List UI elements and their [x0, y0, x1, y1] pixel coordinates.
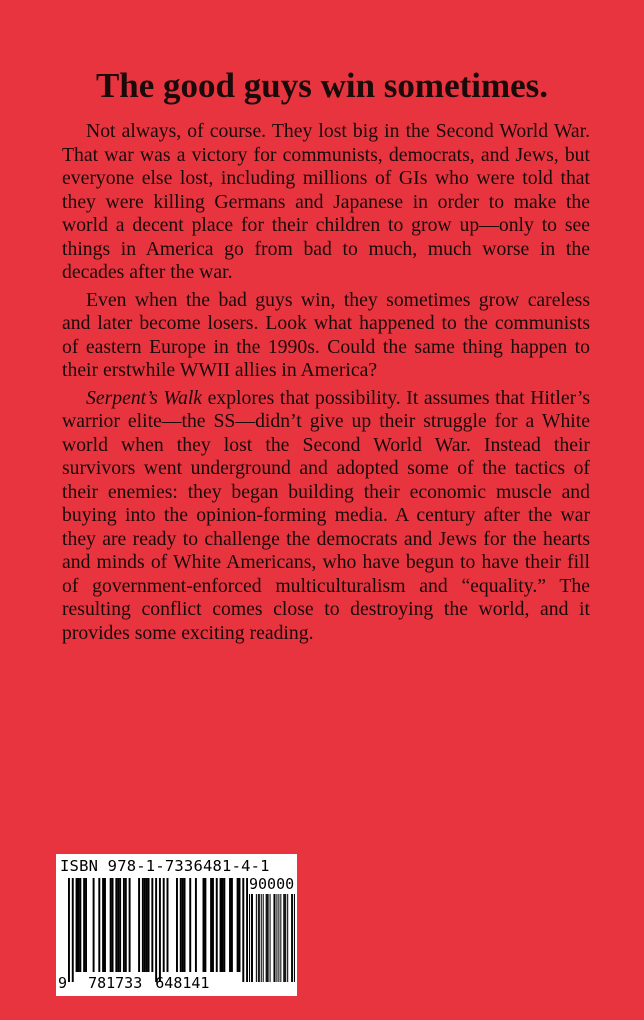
barcode-bar [176, 878, 178, 972]
barcode-bar [83, 878, 85, 972]
addon-bars [249, 894, 295, 982]
addon-bar [287, 894, 288, 982]
barcode-bar [112, 878, 114, 972]
barcode-bar [117, 878, 119, 972]
barcode-bar [68, 878, 70, 982]
barcode-bar [104, 878, 106, 972]
barcode-bar [210, 878, 212, 972]
addon-bar [266, 894, 267, 982]
isbn-number: ISBN 978-1-7336481-4-1 [60, 857, 270, 875]
addon-bar [284, 894, 285, 982]
addon-bar [294, 894, 295, 982]
barcode-bar [115, 878, 117, 972]
barcode-bar [76, 878, 78, 972]
price-code: 90000 [249, 875, 295, 893]
barcode-bar [223, 878, 225, 972]
addon-bar [263, 894, 264, 982]
barcode-bar [189, 878, 191, 972]
barcode-bar [72, 878, 74, 982]
barcode-bar [184, 878, 186, 972]
barcode-bar [204, 878, 206, 972]
barcode-bar [203, 878, 205, 972]
barcode-bar [148, 878, 150, 972]
addon-bar [274, 894, 275, 982]
addon-bar [259, 894, 260, 982]
addon-bar [291, 894, 292, 982]
barcode-bar [182, 878, 184, 972]
barcode-left-digits: 781733 [88, 974, 143, 992]
addon-bar [261, 894, 262, 982]
barcode-bar [239, 878, 241, 972]
barcode-bar [144, 878, 146, 972]
barcode-bar [98, 878, 100, 972]
barcode-bar [220, 878, 222, 972]
barcode-bar [77, 878, 79, 972]
barcode-bar [212, 878, 214, 972]
barcode-bar [138, 878, 140, 972]
addon-bar [268, 894, 269, 982]
barcode-bar [229, 878, 231, 972]
barcode-bar [151, 878, 153, 972]
addon-bar [258, 894, 259, 982]
barcode-bar [159, 878, 161, 982]
addon-bar [283, 894, 284, 982]
blurb-paragraph-2: Even when the bad guys win, they sometimes grow careless and later become losers. Look what happened to the communists of eastern Europe in the 1990s. Could the same thing happen to their erstwhile WWII allies in America? [62, 288, 590, 381]
barcode-bar [195, 878, 197, 972]
barcode-bar [146, 878, 148, 972]
addon-bar [256, 894, 257, 982]
addon-bar [270, 894, 271, 982]
barcode-digits [58, 974, 294, 992]
barcode-bar [142, 878, 144, 972]
barcode-bar [242, 878, 244, 982]
barcode-bar [163, 878, 165, 972]
blurb-paragraph-1: Not always, of course. They lost big in the Second World War. That war was a victory for communists, democrats, and Jews, but everyone else lost, including millions of GIs who were told that they were killing Germans and Japanese in order to make the world a decent place for their children to grow up—only to see things in America go from bad to much, much worse in the decades after the war. [62, 120, 590, 283]
barcode-bar [231, 878, 233, 972]
blurb-paragraph-3-text: explores that possibility. It assumes that Hitler’s warrior elite—the SS—didn’t give up their struggle for a White world when they lost the Second World War. Instead their survivors went underground and adopted some of the tactics of their enemies: they began building their economic muscle and buying into the opinion-forming media. A century after the war they are ready to challenge the democrats and Jews for the hearts and minds of White Americans, who have begun to have their fill of government-enforced multiculturalism and “equality.” The resulting conflict comes close to destroying the world, and it provides some exciting reading. [62, 386, 590, 644]
barcode-bar [180, 878, 182, 972]
addon-bar [276, 894, 277, 982]
addon-bar [292, 894, 293, 982]
addon-bar [280, 894, 281, 982]
barcode-bar [102, 878, 104, 972]
addon-bar [252, 894, 253, 982]
book-title: Serpent’s Walk [86, 386, 203, 409]
barcode-bar [221, 878, 223, 972]
barcode-bar [246, 878, 248, 982]
barcode-right-digits: 648141 [155, 974, 210, 992]
barcode-bar [129, 878, 131, 972]
barcode-bar [110, 878, 112, 972]
isbn-barcode [56, 854, 297, 996]
addon-bar [273, 894, 274, 982]
addon-bar [251, 894, 252, 982]
back-cover-headline: The good guys win sometimes. [95, 66, 549, 105]
ean13-bars [68, 878, 248, 982]
barcode-bar [125, 878, 127, 972]
barcode-bar [155, 878, 157, 982]
barcode-bar [119, 878, 121, 972]
barcode-first-digit: 9 [58, 974, 68, 992]
blurb [62, 120, 590, 649]
blurb-paragraph-3 [62, 387, 590, 646]
barcode-bar [93, 878, 95, 972]
barcode-bar [85, 878, 87, 972]
barcode-bar [123, 878, 125, 972]
addon-bar [285, 894, 286, 982]
barcode-bar [216, 878, 218, 972]
barcode-bar [167, 878, 169, 972]
barcode-bar [237, 878, 239, 972]
addon-bar [278, 894, 279, 982]
barcode-bar [79, 878, 81, 972]
addon-bar [249, 894, 250, 982]
addon-bar [267, 894, 268, 982]
